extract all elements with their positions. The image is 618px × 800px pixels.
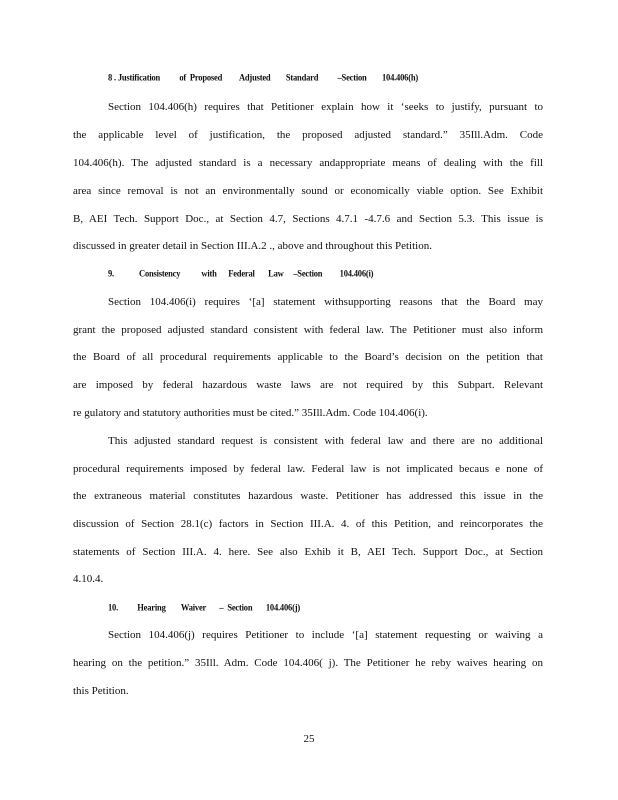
- section-9-line-5: re gulatory and statutory authorities must be cited.” 35Ill.Adm. Code 104.406(i).: [73, 407, 428, 419]
- section-9-heading: 9. Consistency with Federal Law –Section 104.406(i): [108, 267, 374, 279]
- section-8-line-1: Section 104.406(h) requires that Petitioner explain how it ‘seeks to justify, pursuant to: [108, 101, 543, 113]
- section-8-line-5: B, AEI Tech. Support Doc., at Section 4.7, Sections 4.7.1 -4.7.6 and Section 5.3. This issue is: [73, 213, 543, 225]
- section-10-heading: 10. Hearing Waiver – Section 104.406(j): [108, 601, 300, 613]
- section-9-line-8: the extraneous material constitutes hazardous waste. Petitioner has addressed this issue in the: [73, 490, 543, 502]
- section-9-line-3: the Board of all procedural requirements applicable to the Board’s decision on the petition that: [73, 351, 543, 363]
- section-9-line-1: Section 104.406(i) requires ‘[a] statement withsupporting reasons that the Board may: [108, 296, 543, 308]
- section-9-line-7: procedural requirements imposed by federal law. Federal law is not implicated becaus e none of: [73, 463, 543, 475]
- section-9-line-6: This adjusted standard request is consistent with federal law and there are no additional: [108, 435, 543, 447]
- section-8-heading: 8 . Justification of Proposed Adjusted Standard –Section 104.406(h): [108, 71, 418, 83]
- section-8-line-6: discussed in greater detail in Section III.A.2 ., above and throughout this Petition.: [73, 240, 432, 252]
- page-number: 25: [303, 733, 315, 745]
- section-10-line-1: Section 104.406(j) requires Petitioner to include ‘[a] statement requesting or waiving a: [108, 629, 543, 641]
- section-9-line-11: 4.10.4.: [73, 573, 104, 585]
- section-10-line-3: this Petition.: [73, 685, 129, 697]
- section-8-line-4: area since removal is not an environmentally sound or economically viable option. See Exhibit: [73, 185, 543, 197]
- section-9-line-9: discussion of Section 28.1(c) factors in Section III.A. 4. of this Petition, and reincorporates the: [73, 518, 543, 530]
- section-9-line-10: statements of Section III.A. 4. here. See also Exhib it B, AEI Tech. Support Doc., at Section: [73, 546, 543, 558]
- section-8-line-2: the applicable level of justification, the proposed adjusted standard.” 35Ill.Adm. Code: [73, 129, 543, 141]
- section-9-line-4: are imposed by federal hazardous waste laws are not required by this Subpart. Relevant: [73, 379, 543, 391]
- section-8-line-3: 104.406(h). The adjusted standard is a necessary andappropriate means of dealing with the fill: [73, 157, 543, 169]
- section-10-line-2: hearing on the petition.” 35Ill. Adm. Code 104.406( j). The Petitioner he reby waives hearing on: [73, 657, 543, 669]
- section-9-line-2: grant the proposed adjusted standard consistent with federal law. The Petitioner must also inform: [73, 324, 543, 336]
